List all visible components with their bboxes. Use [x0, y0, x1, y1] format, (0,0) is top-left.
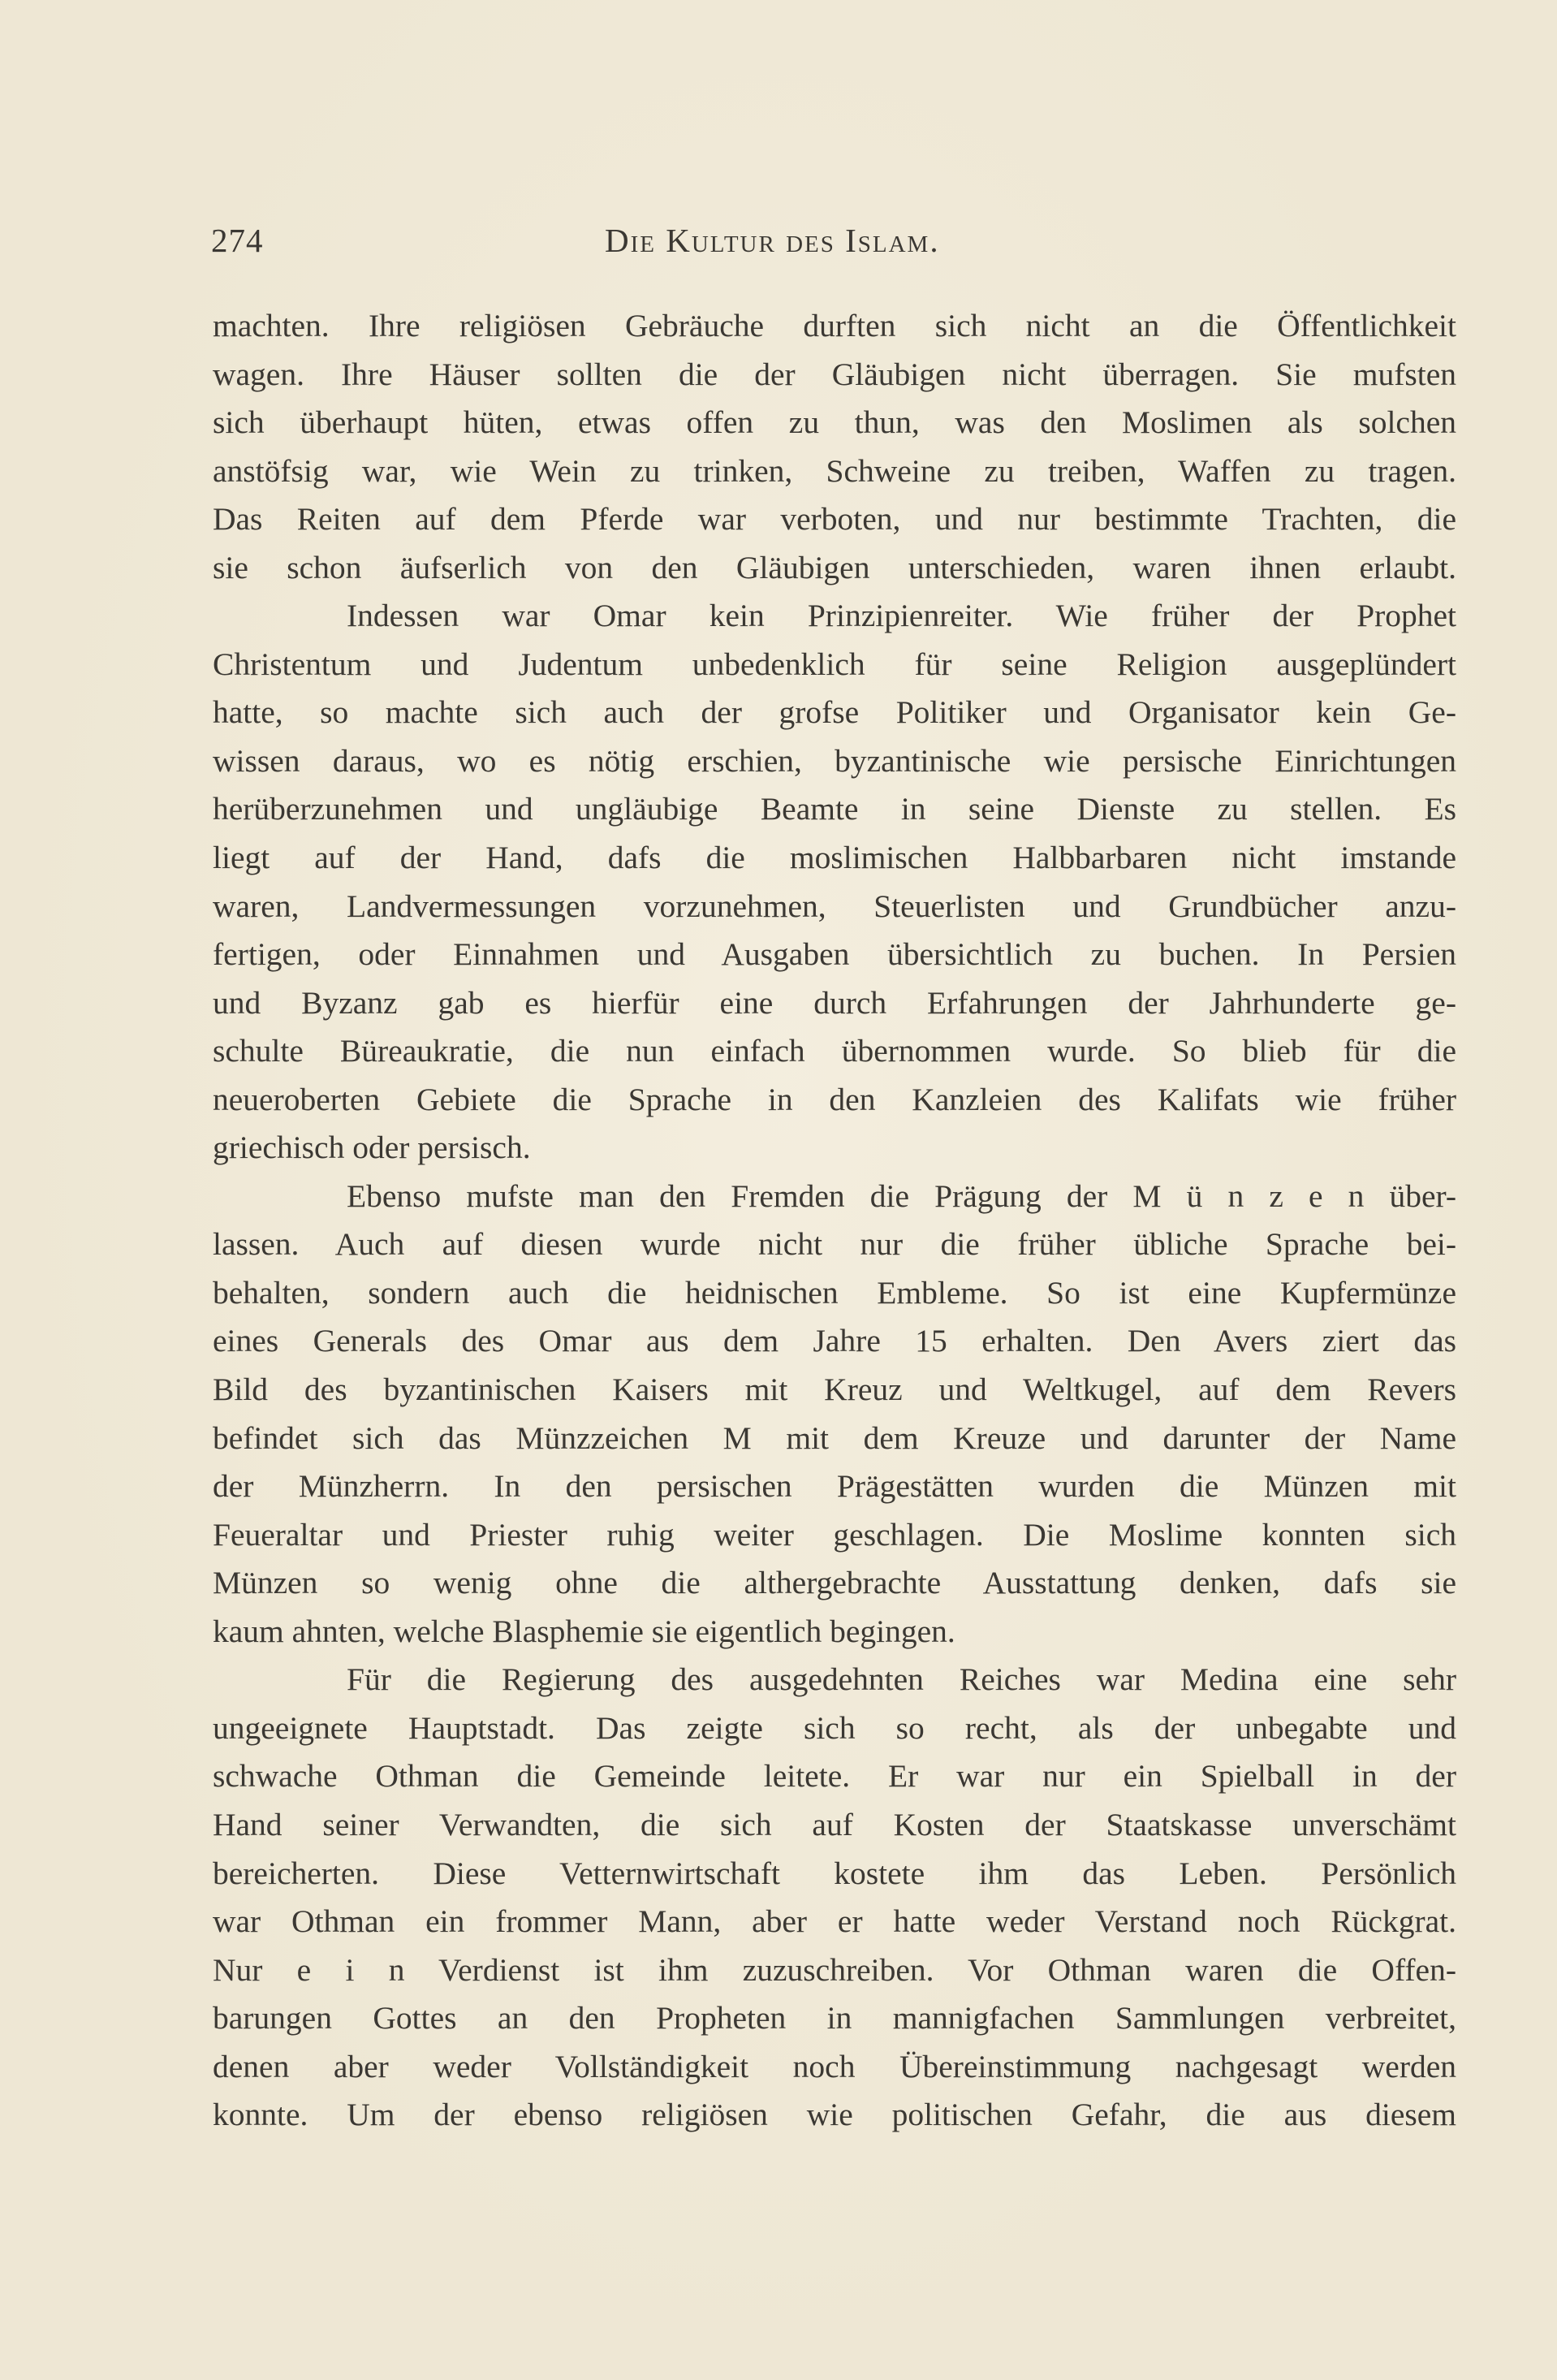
text-line: denen aber weder Vollständigkeit noch Übereinstimmung nachgesagt werden: [213, 2048, 1456, 2084]
body-text: [213, 302, 1456, 2140]
text-line: der Münzherrn. In den persischen Prägestätten wurden die Münzen mit: [213, 1468, 1456, 1505]
text-line: schulte Büreaukratie, die nun einfach übernommen wurde. So blieb für die: [213, 1033, 1456, 1069]
text-line: hatte, so machte sich auch der grofse Politiker und Organisator kein Ge-: [213, 694, 1456, 731]
text-line: Nur e i n Verdienst ist ihm zuzuschreiben. Vor Othman waren die Offen-: [213, 1951, 1456, 1988]
text-line: Das Reiten auf dem Pferde war verboten, und nur bestimmte Trachten, die: [213, 501, 1456, 538]
text-line: befindet sich das Münzzeichen M mit dem Kreuze und darunter der Name: [213, 1419, 1456, 1456]
text-line: neueroberten Gebiete die Sprache in den Kanzleien des Kalifats wie früher: [213, 1081, 1456, 1117]
text-line: ungeeignete Hauptstadt. Das zeigte sich so recht, als der unbegabte und: [213, 1709, 1456, 1746]
text-line: Münzen so wenig ohne die althergebrachte Ausstattung denken, dafs sie: [213, 1565, 1456, 1601]
running-title: Die Kultur des Islam.: [605, 222, 940, 259]
text-line: anstöfsig war, wie Wein zu trinken, Schweine zu treiben, Waffen zu tragen.: [213, 452, 1456, 489]
text-line: Indessen war Omar kein Prinzipienreiter. Wie früher der Prophet: [347, 598, 1456, 634]
text-line: griechisch oder persisch.: [213, 1130, 531, 1166]
text-line: und Byzanz gab es hierfür eine durch Erfahrungen der Jahrhunderte ge-: [213, 984, 1456, 1021]
text-line: sich überhaupt hüten, etwas offen zu thun, was den Moslimen als solchen: [213, 404, 1456, 441]
text-line: eines Generals des Omar aus dem Jahre 15 erhalten. Den Avers ziert das: [213, 1323, 1456, 1359]
text-line: liegt auf der Hand, dafs die moslimischen Halbbarbaren nicht imstande: [213, 840, 1456, 876]
text-line: fertigen, oder Einnahmen und Ausgaben übersichtlich zu buchen. In Persien: [213, 936, 1456, 973]
text-line: wissen daraus, wo es nötig erschien, byzantinische wie persische Einrichtungen: [213, 742, 1456, 779]
text-line: lassen. Auch auf diesen wurde nicht nur die früher übliche Sprache bei-: [213, 1226, 1456, 1263]
text-line: Christentum und Judentum unbedenklich für seine Religion ausgeplündert: [213, 646, 1456, 682]
text-line: kaum ahnten, welche Blasphemie sie eigentlich begingen.: [213, 1613, 955, 1649]
text-line: Bild des byzantinischen Kaisers mit Kreuz und Weltkugel, auf dem Revers: [213, 1371, 1456, 1408]
text-line: Feueraltar und Priester ruhig weiter geschlagen. Die Moslime konnten sich: [213, 1516, 1456, 1553]
text-line: schwache Othman die Gemeinde leitete. Er war nur ein Spielball in der: [213, 1758, 1456, 1795]
text-line: waren, Landvermessungen vorzunehmen, Steuerlisten und Grundbücher anzu-: [213, 888, 1456, 924]
text-line: Hand seiner Verwandten, die sich auf Kosten der Staatskasse unverschämt: [213, 1806, 1456, 1842]
text-line: herüberzunehmen und ungläubige Beamte in seine Dienste zu stellen. Es: [213, 791, 1456, 827]
text-line: machten. Ihre religiösen Gebräuche durften sich nicht an die Öffentlichkeit: [213, 308, 1456, 343]
text-line: barungen Gottes an den Propheten in mannigfachen Sammlungen verbreitet,: [213, 2000, 1456, 2037]
page-number: 274: [211, 222, 264, 259]
text-line: Ebenso mufste man den Fremden die Prägung der M ü n z e n über-: [347, 1177, 1456, 1214]
text-line: wagen. Ihre Häuser sollten die der Gläubigen nicht überragen. Sie mufsten: [213, 356, 1456, 392]
text-line: war Othman ein frommer Mann, aber er hatte weder Verstand noch Rückgrat.: [213, 1903, 1456, 1940]
page-header: [211, 221, 1461, 270]
text-line: Für die Regierung des ausgedehnten Reiches war Medina eine sehr: [347, 1661, 1456, 1698]
text-line: behalten, sondern auch die heidnischen Embleme. So ist eine Kupfermünze: [213, 1274, 1456, 1311]
text-line: konnte. Um der ebenso religiösen wie politischen Gefahr, die aus diesem: [213, 2097, 1456, 2133]
text-line: sie schon äufserlich von den Gläubigen unterschieden, waren ihnen erlaubt.: [213, 549, 1456, 585]
text-line: bereicherten. Diese Vetternwirtschaft kostete ihm das Leben. Persönlich: [213, 1855, 1456, 1891]
